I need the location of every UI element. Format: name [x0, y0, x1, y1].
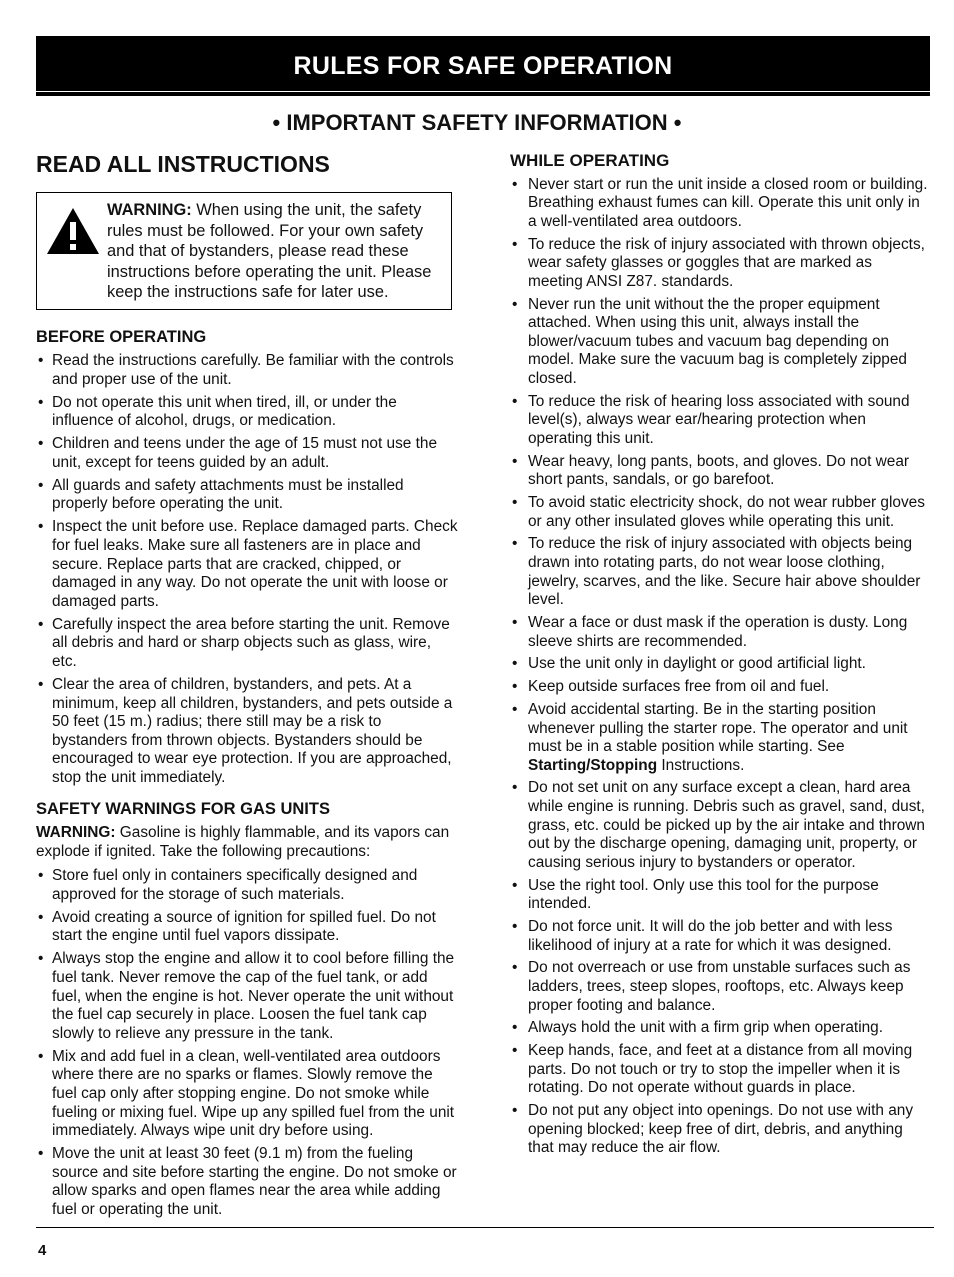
list-item: • Inspect the unit before use. Replace damaged parts. Check for fuel leaks. Make sure all fasteners are in place and secure. Replace parts that are cracked, chipped, or damaged in any way. Do not operate the unit with loose or damaged parts.	[36, 518, 460, 611]
list-item: • Store fuel only in containers specifically designed and approved for the storage of such materials.	[36, 867, 460, 904]
list-item: • Keep hands, face, and feet at a distance from all moving parts. Do not touch or try to stop the impeller when it is rotating. Do not operate without guards in place.	[510, 1042, 930, 1098]
list-item: • Always stop the engine and allow it to cool before filling the fuel tank. Never remove the cap of the fuel tank, or add fuel, when the engine is hot. Never operate the unit without the fuel cap securely in place. Loosen the fuel tank cap slowly to relieve any pressure in the tank.	[36, 950, 460, 1043]
page-number: 4	[38, 1242, 47, 1259]
list-item: • Read the instructions carefully. Be familiar with the controls and proper use of the unit.	[36, 352, 460, 389]
list-item: • Always hold the unit with a firm grip when operating.	[510, 1019, 930, 1038]
list-item: • Mix and add fuel in a clean, well-ventilated area outdoors where there are no sparks or flames. Slowly remove the fuel cap only after stopping engine. Do not smoke while fueling or mixing fuel. Wipe up any spilled fuel from the unit immediately. Always wipe unit dry before using.	[36, 1048, 460, 1141]
list-item: • Never start or run the unit inside a closed room or building. Breathing exhaust fumes can kill. Operate this unit only in a well-ventilated area outdoors.	[510, 176, 930, 232]
list-item: • To reduce the risk of hearing loss associated with sound level(s), always wear ear/hearing protection when operating this unit.	[510, 393, 930, 449]
gas-warning-label: WARNING:	[36, 824, 116, 842]
list-item: • Never run the unit without the the proper equipment attached. When using this unit, always install the blower/vacuum tubes and vacuum bag depending on model. Make sure the vacuum bag is completely zipped closed.	[510, 296, 930, 389]
list-item: • Carefully inspect the area before starting the unit. Remove all debris and hard or sharp objects such as glass, wire, etc.	[36, 616, 460, 672]
gas-units-heading: SAFETY WARNINGS FOR GAS UNITS	[36, 799, 330, 818]
gas-warning-text: Gasoline is highly flammable, and its vapors can explode if ignited. Take the following precautions:	[36, 824, 450, 860]
right-column	[510, 152, 930, 1170]
list-item: • Do not overreach or use from unstable surfaces such as ladders, trees, steep slopes, rooftops, etc. Always keep proper footing and balance.	[510, 959, 930, 1015]
starting-text-before: Avoid accidental starting. Be in the starting position whenever pulling the starter rope. The operator and unit must be in a stable position while starting. See	[528, 700, 908, 756]
before-operating-heading: BEFORE OPERATING	[36, 327, 207, 346]
list-item: • Wear heavy, long pants, boots, and gloves. Do not wear short pants, sandals, or go barefoot.	[510, 453, 930, 490]
list-item: • Do not set unit on any surface except a clean, hard area while engine is running. Debris such as gravel, sand, dust, grass, etc. could be picked up by the air intake and thrown out by the discharge opening, damaging unit, property, or causing serious injury to bystanders or operator.	[510, 779, 930, 872]
starting-text-after: Instructions.	[657, 756, 745, 774]
important-safety-subtitle: • IMPORTANT SAFETY INFORMATION •	[272, 110, 682, 135]
warning-label: WARNING:	[107, 201, 192, 219]
list-item: • Keep outside surfaces free from oil and fuel.	[510, 678, 930, 697]
while-operating-list	[510, 176, 930, 1158]
warning-box	[36, 192, 452, 310]
warning-body: When using the unit, the safety rules must be followed. For your own safety and that of bystanders, please read these instructions before operating the unit. Please keep the instructions safe for later use.	[107, 201, 432, 301]
read-all-heading: READ ALL INSTRUCTIONS	[36, 151, 330, 177]
left-column	[36, 150, 460, 1232]
while-operating-heading: WHILE OPERATING	[510, 151, 670, 170]
list-item: • Avoid creating a source of ignition for spilled fuel. Do not start the engine until fuel vapors dissipate.	[36, 909, 460, 946]
list-item: • To avoid static electricity shock, do not wear rubber gloves or any other insulated gloves while operating this unit.	[510, 494, 930, 531]
warning-triangle-icon	[45, 200, 101, 303]
list-item: • To reduce the risk of injury associated with objects being drawn into rotating parts, do not wear loose clothing, jewelry, scarves, and the like. Secure hair above shoulder level.	[510, 535, 930, 609]
gas-units-list	[36, 867, 460, 1219]
before-operating-list	[36, 352, 460, 787]
list-item: • Wear a face or dust mask if the operation is dusty. Long sleeve shirts are recommended.	[510, 614, 930, 651]
list-item: • Do not force unit. It will do the job better and with less likelihood of injury at a rate for which it was designed.	[510, 918, 930, 955]
list-item: • To reduce the risk of injury associated with thrown objects, wear safety glasses or goggles that are marked as meeting ANSI Z87. standards.	[510, 236, 930, 292]
list-item: • Do not operate this unit when tired, ill, or under the influence of alcohol, drugs, or medication.	[36, 394, 460, 431]
gas-warning-paragraph	[36, 824, 460, 861]
list-item: • All guards and safety attachments must be installed properly before operating the unit.	[36, 477, 460, 514]
starting-stopping-reference: Starting/Stopping	[528, 756, 658, 774]
page-banner: RULES FOR SAFE OPERATION	[36, 36, 930, 96]
list-item-starting	[510, 701, 930, 775]
list-item: • Use the unit only in daylight or good artificial light.	[510, 655, 930, 674]
list-item: • Move the unit at least 30 feet (9.1 m) from the fueling source and site before starting the engine. Do not smoke or allow sparks and open flames near the area while adding fuel or operating the unit.	[36, 1145, 460, 1219]
list-item: • Use the right tool. Only use this tool for the purpose intended.	[510, 877, 930, 914]
footer-divider	[36, 1227, 934, 1228]
list-item: • Clear the area of children, bystanders, and pets. At a minimum, keep all children, bystanders, and pets outside a 50 feet (15 m.) radius; there still may be a risk to bystanders from thrown objects. Bystanders should be encouraged to wear eye protection. If you are approached, stop the unit immediately.	[36, 676, 460, 788]
warning-box-text	[107, 200, 443, 303]
list-item: • Children and teens under the age of 15 must not use the unit, except for teens guided by an adult.	[36, 435, 460, 472]
list-item: • Do not put any object into openings. Do not use with any opening blocked; keep free of dirt, debris, and anything that may reduce the air flow.	[510, 1102, 930, 1158]
